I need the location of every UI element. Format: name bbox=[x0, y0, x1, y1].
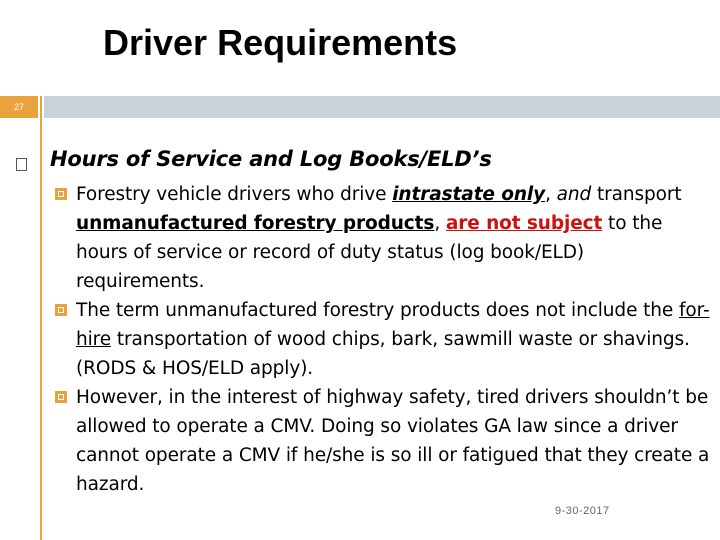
bullet-item bbox=[55, 383, 710, 499]
bullet-text: However, in the interest of highway safety, tired drivers shouldn’t be allowed to operate a CMV. Doing so violates GA law since a driver cannot operate a CMV if he/she is so ill or fatigued that they create a hazard. bbox=[76, 387, 710, 495]
bullet-text: Forestry vehicle drivers who drive bbox=[76, 184, 393, 205]
bullet-text: transport bbox=[591, 184, 682, 205]
bullet-text: , bbox=[545, 184, 557, 205]
slide-title: Driver Requirements bbox=[103, 22, 458, 63]
bullet-text: The term unmanufactured forestry products does not include the bbox=[76, 300, 679, 321]
section-heading: Hours of Service and Log Books/ELD’s bbox=[50, 147, 492, 171]
emphasis-not-subject: are not subject bbox=[445, 213, 603, 234]
slide-number: 27 bbox=[13, 102, 24, 112]
bullet-list bbox=[55, 180, 710, 499]
bullet-item bbox=[55, 180, 710, 296]
emphasis-and: and bbox=[556, 184, 592, 205]
vertical-rule bbox=[40, 96, 42, 540]
square-bullet-icon bbox=[55, 304, 67, 316]
emphasis-intrastate: intrastate only bbox=[392, 184, 546, 205]
slide-date: 9-30-2017 bbox=[555, 505, 610, 517]
bullet-text: to the hours of service or record of duty status (log book/ELD) requirements. bbox=[76, 213, 663, 292]
bullet-text: , bbox=[434, 213, 446, 234]
bullet-item bbox=[55, 296, 710, 383]
emphasis-unmanufactured: unmanufactured forestry products bbox=[76, 213, 435, 234]
emphasis-for-hire: for-hire bbox=[76, 300, 710, 350]
square-bullet-icon bbox=[55, 188, 67, 200]
square-bullet-icon bbox=[55, 391, 67, 403]
checkbox-bullet-icon bbox=[16, 158, 27, 171]
header-bar bbox=[44, 96, 720, 118]
bullet-text: transportation of wood chips, bark, sawmill waste or shavings. (RODS & HOS/ELD apply). bbox=[76, 329, 690, 379]
